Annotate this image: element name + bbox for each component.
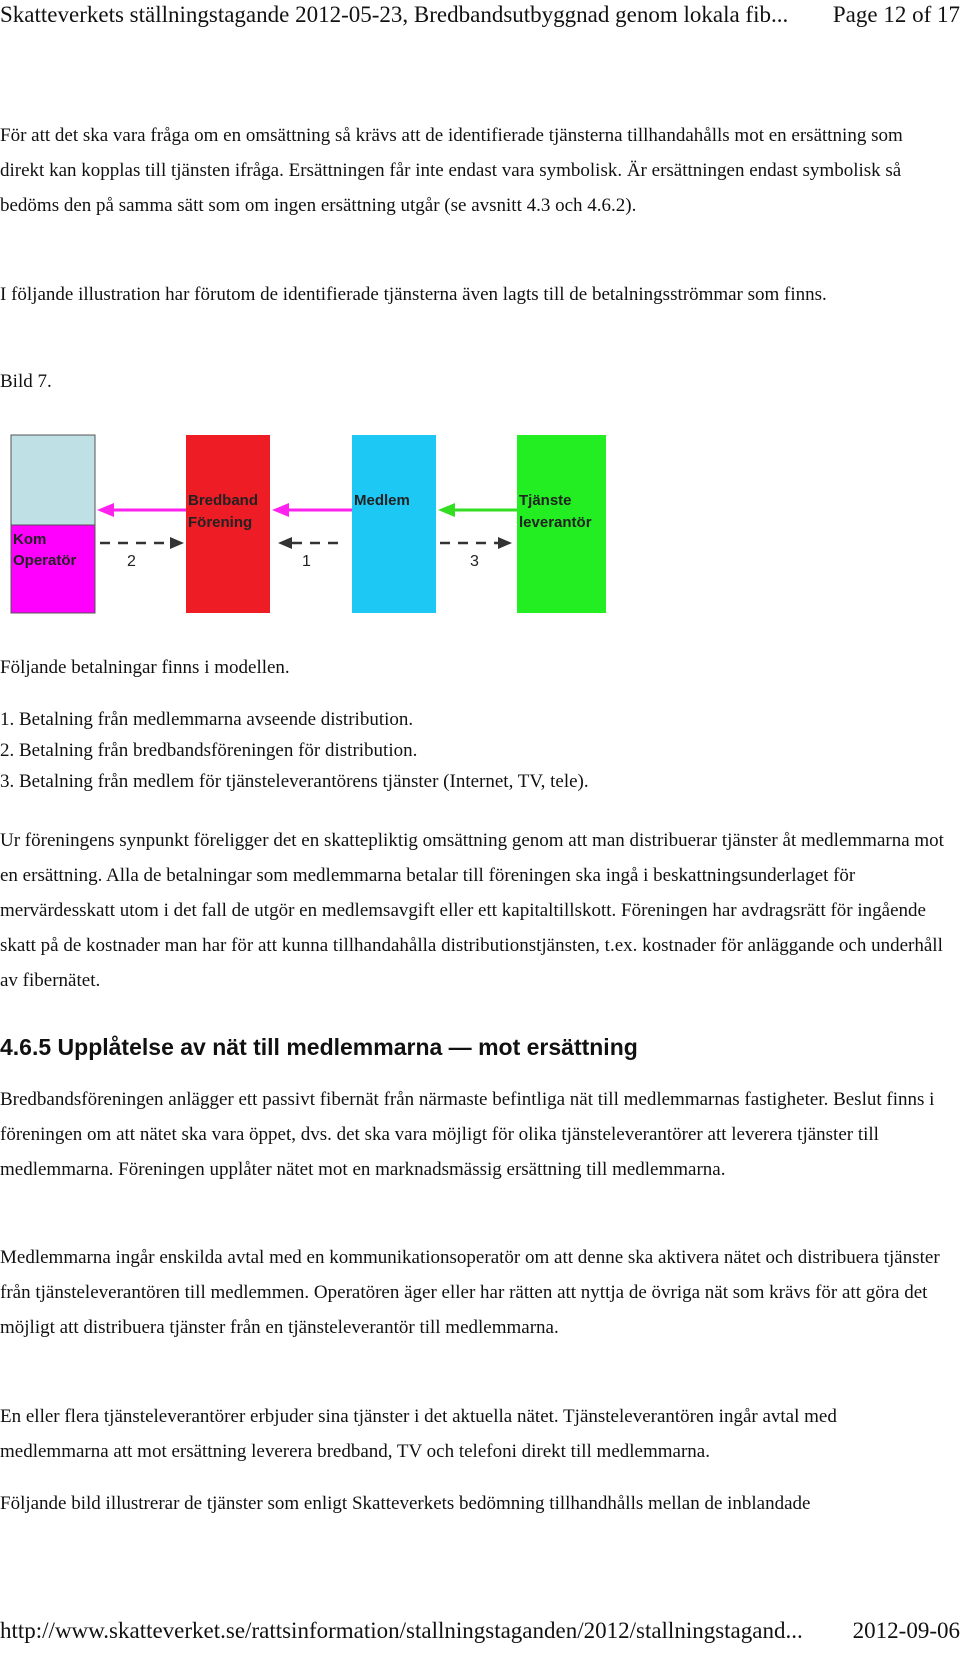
paragraph-illustration-intro: I följande illustration har förutom de identifierade tjänsterna även lagts till de betalningsströmmar som finns.: [0, 284, 827, 305]
service-arrowhead-medlem: [438, 503, 455, 517]
paragraph-omsattning: För att det ska vara fråga om en omsättning så krävs att de identifierade tjänsterna tillhandahålls mot en ersättning som direkt kan kopplas till tjänsten ifråga. Ersättningen får inte endast vara symbolisk. Är ersättningen endast symbolisk så bedöms den på samma sätt som om ingen ersättning utgår (se avsnitt 4.3 och 4.6.2).: [0, 125, 903, 216]
kom-label-1: Kom: [13, 531, 47, 548]
payment-arrowhead-3: [498, 537, 512, 549]
footer-url: http://www.skatteverket.se/rattsinformation/stallningstaganden/2012/stallningstagand...: [0, 1618, 803, 1643]
paragraph-foreningens-synpunkt: Ur föreningens synpunkt föreligger det en skattepliktig omsättning genom att man distribuerar tjänster åt medlemmarna mot en ersättning. Alla de betalningar som medlemmarna betalar till föreningen ska ingå i beskattningsunderlaget för mervärdesskatt utom i det fall de utgör en medlemsavgift eller ett kapitaltillskott. Föreningen har avdragsrätt för ingående skatt på de kostnader man har för att kunna tillhandahålla distributionstjänsten, t.ex. kostnader för anläggande och underhåll av fibernätet.: [0, 830, 944, 991]
list-item: 3. Betalning från medlem för tjänsteleverantörens tjänster (Internet, TV, tele).: [0, 771, 589, 792]
list-item: 1. Betalning från medlemmarna avseende distribution.: [0, 709, 414, 730]
bredband-label-2: Förening: [188, 514, 253, 531]
kom-box-top: [11, 435, 95, 525]
header-title: Skatteverkets ställningstagande 2012-05-23, Bredbandsutbyggnad genom lokala fib...: [0, 2, 789, 27]
header-page-number: Page 12 of 17: [832, 2, 960, 27]
service-arrowhead-kom: [97, 503, 114, 517]
figure-caption: Bild 7.: [0, 371, 52, 392]
paragraph-foljande-bild: Följande bild illustrerar de tjänster som enligt Skatteverkets bedömning tillhandhålls mellan de inblandade: [0, 1493, 811, 1514]
payments-list: [0, 704, 589, 797]
section-heading: 4.6.5 Upplåtelse av nät till medlemmarna — mot ersättning: [0, 1034, 638, 1060]
kom-label-2: Operatör: [13, 552, 77, 569]
paragraph-payments-intro: Följande betalningar finns i modellen.: [0, 657, 290, 678]
bredband-label-1: Bredband: [188, 492, 259, 509]
payment-arrowhead-1: [278, 537, 292, 549]
payment-number-2: 2: [127, 553, 136, 570]
payment-arrowhead-2: [170, 537, 184, 549]
footer-date: 2012-09-06: [852, 1618, 960, 1643]
paragraph-bredbandsforeningen: Bredbandsföreningen anlägger ett passivt fibernät från närmaste befintliga nät till medlemmarnas fastigheter. Beslut finns i föreningen om att nätet ska vara öppet, dvs. det ska vara möjligt för olika tjänsteleverantörer att leverera tjänster till medlemmarna. Föreningen upplåter nätet mot en marknadsmässig ersättning till medlemmarna.: [0, 1089, 935, 1180]
payment-flow-svg: [0, 430, 620, 620]
payment-number-1: 1: [302, 553, 311, 570]
list-item: 2. Betalning från bredbandsföreningen för distribution.: [0, 740, 418, 761]
medlem-box: [352, 435, 436, 613]
payment-flow-diagram: [0, 430, 620, 620]
medlem-label: Medlem: [354, 492, 410, 509]
payment-number-3: 3: [470, 553, 479, 570]
paragraph-medlemmarna: Medlemmarna ingår enskilda avtal med en kommunikationsoperatör om att denne ska aktivera nätet och distribuera tjänster från tjänsteleverantören till medlemmen. Operatören äger eller har rätten att nyttja de övriga nät som krävs för att göra det möjligt att distribuera tjänster från en tjänsteleverantör till medlemmarna.: [0, 1247, 940, 1338]
tjanste-label-1: Tjänste: [519, 492, 572, 509]
tjanste-label-2: leverantör: [519, 514, 592, 531]
service-arrowhead-bredband: [272, 503, 289, 517]
paragraph-tjansteleverantorer: En eller flera tjänsteleverantörer erbjuder sina tjänster i det aktuella nätet. Tjänsteleverantören ingår avtal med medlemmarna att mot ersättning leverera bredband, TV och telefoni direkt till medlemmarna.: [0, 1406, 837, 1462]
